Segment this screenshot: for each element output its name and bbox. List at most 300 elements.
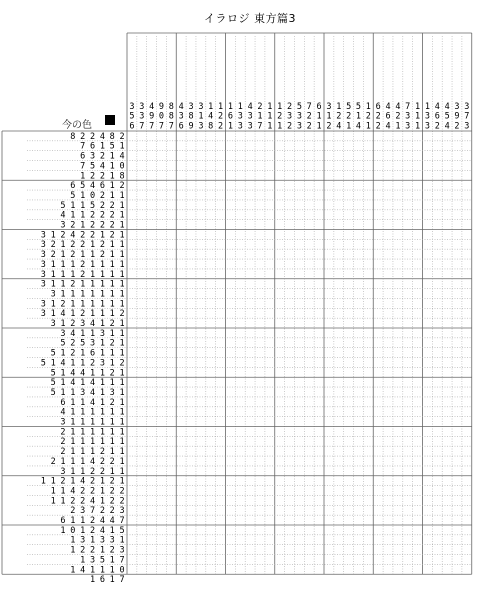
grid-cell[interactable]: [383, 545, 393, 555]
grid-cell[interactable]: [147, 170, 157, 180]
grid-cell[interactable]: [196, 486, 206, 496]
grid-cell[interactable]: [226, 289, 236, 299]
grid-cell[interactable]: [186, 289, 196, 299]
grid-cell[interactable]: [245, 289, 255, 299]
grid-cell[interactable]: [294, 407, 304, 417]
grid-cell[interactable]: [216, 338, 226, 348]
grid-cell[interactable]: [383, 446, 393, 456]
grid-cell[interactable]: [216, 525, 226, 535]
grid-cell[interactable]: [137, 564, 147, 574]
grid-cell[interactable]: [255, 269, 265, 279]
grid-cell[interactable]: [265, 535, 275, 545]
grid-cell[interactable]: [265, 446, 275, 456]
grid-cell[interactable]: [176, 535, 186, 545]
grid-cell[interactable]: [462, 407, 472, 417]
grid-cell[interactable]: [423, 564, 433, 574]
grid-cell[interactable]: [403, 407, 413, 417]
grid-cell[interactable]: [186, 210, 196, 220]
grid-cell[interactable]: [413, 545, 423, 555]
grid-cell[interactable]: [206, 151, 216, 161]
grid-cell[interactable]: [137, 180, 147, 190]
grid-cell[interactable]: [452, 210, 462, 220]
grid-cell[interactable]: [206, 417, 216, 427]
grid-cell[interactable]: [354, 358, 364, 368]
grid-cell[interactable]: [275, 348, 285, 358]
grid-cell[interactable]: [186, 318, 196, 328]
grid-cell[interactable]: [432, 436, 442, 446]
grid-cell[interactable]: [206, 555, 216, 565]
grid-cell[interactable]: [393, 495, 403, 505]
grid-cell[interactable]: [452, 446, 462, 456]
grid-cell[interactable]: [304, 367, 314, 377]
grid-cell[interactable]: [245, 397, 255, 407]
grid-cell[interactable]: [294, 515, 304, 525]
grid-cell[interactable]: [245, 328, 255, 338]
grid-cell[interactable]: [383, 131, 393, 141]
grid-cell[interactable]: [226, 249, 236, 259]
grid-cell[interactable]: [235, 525, 245, 535]
grid-cell[interactable]: [432, 170, 442, 180]
grid-cell[interactable]: [127, 358, 137, 368]
grid-cell[interactable]: [383, 476, 393, 486]
grid-cell[interactable]: [383, 328, 393, 338]
grid-cell[interactable]: [334, 308, 344, 318]
grid-cell[interactable]: [216, 289, 226, 299]
grid-cell[interactable]: [166, 535, 176, 545]
grid-cell[interactable]: [245, 367, 255, 377]
grid-cell[interactable]: [166, 249, 176, 259]
grid-cell[interactable]: [354, 239, 364, 249]
grid-cell[interactable]: [186, 259, 196, 269]
grid-cell[interactable]: [206, 318, 216, 328]
grid-cell[interactable]: [137, 515, 147, 525]
grid-cell[interactable]: [147, 348, 157, 358]
grid-cell[interactable]: [235, 358, 245, 368]
grid-cell[interactable]: [324, 269, 334, 279]
grid-cell[interactable]: [226, 417, 236, 427]
grid-cell[interactable]: [206, 486, 216, 496]
grid-cell[interactable]: [157, 486, 167, 496]
grid-cell[interactable]: [344, 535, 354, 545]
grid-cell[interactable]: [137, 476, 147, 486]
grid-cell[interactable]: [354, 407, 364, 417]
grid-cell[interactable]: [137, 535, 147, 545]
grid-cell[interactable]: [363, 358, 373, 368]
grid-cell[interactable]: [157, 495, 167, 505]
grid-cell[interactable]: [265, 348, 275, 358]
grid-cell[interactable]: [176, 259, 186, 269]
grid-cell[interactable]: [373, 318, 383, 328]
grid-cell[interactable]: [304, 545, 314, 555]
grid-cell[interactable]: [462, 141, 472, 151]
grid-cell[interactable]: [324, 377, 334, 387]
grid-cell[interactable]: [324, 170, 334, 180]
grid-cell[interactable]: [393, 338, 403, 348]
grid-cell[interactable]: [216, 230, 226, 240]
grid-cell[interactable]: [334, 259, 344, 269]
grid-cell[interactable]: [176, 397, 186, 407]
grid-cell[interactable]: [245, 170, 255, 180]
grid-cell[interactable]: [157, 151, 167, 161]
grid-cell[interactable]: [383, 377, 393, 387]
grid-cell[interactable]: [423, 466, 433, 476]
grid-cell[interactable]: [413, 348, 423, 358]
grid-cell[interactable]: [393, 279, 403, 289]
grid-cell[interactable]: [275, 259, 285, 269]
grid-cell[interactable]: [423, 515, 433, 525]
grid-cell[interactable]: [432, 279, 442, 289]
grid-cell[interactable]: [265, 210, 275, 220]
grid-cell[interactable]: [216, 200, 226, 210]
grid-cell[interactable]: [196, 210, 206, 220]
grid-cell[interactable]: [166, 515, 176, 525]
grid-cell[interactable]: [462, 249, 472, 259]
grid-cell[interactable]: [245, 210, 255, 220]
cell-grid[interactable]: [127, 131, 472, 574]
grid-cell[interactable]: [196, 338, 206, 348]
grid-cell[interactable]: [235, 367, 245, 377]
grid-cell[interactable]: [265, 141, 275, 151]
grid-cell[interactable]: [186, 348, 196, 358]
grid-cell[interactable]: [245, 220, 255, 230]
grid-cell[interactable]: [137, 397, 147, 407]
grid-cell[interactable]: [206, 377, 216, 387]
grid-cell[interactable]: [166, 151, 176, 161]
grid-cell[interactable]: [413, 230, 423, 240]
grid-cell[interactable]: [127, 180, 137, 190]
grid-cell[interactable]: [462, 358, 472, 368]
grid-cell[interactable]: [294, 131, 304, 141]
grid-cell[interactable]: [442, 338, 452, 348]
grid-cell[interactable]: [294, 289, 304, 299]
grid-cell[interactable]: [344, 387, 354, 397]
grid-cell[interactable]: [314, 131, 324, 141]
grid-cell[interactable]: [196, 417, 206, 427]
grid-cell[interactable]: [235, 486, 245, 496]
grid-cell[interactable]: [314, 515, 324, 525]
grid-cell[interactable]: [344, 476, 354, 486]
grid-cell[interactable]: [304, 210, 314, 220]
grid-cell[interactable]: [373, 427, 383, 437]
grid-cell[interactable]: [304, 358, 314, 368]
grid-cell[interactable]: [265, 318, 275, 328]
grid-cell[interactable]: [285, 436, 295, 446]
grid-cell[interactable]: [304, 466, 314, 476]
grid-cell[interactable]: [127, 515, 137, 525]
grid-cell[interactable]: [403, 170, 413, 180]
grid-cell[interactable]: [363, 387, 373, 397]
grid-cell[interactable]: [235, 417, 245, 427]
grid-cell[interactable]: [452, 151, 462, 161]
grid-cell[interactable]: [235, 220, 245, 230]
grid-cell[interactable]: [157, 555, 167, 565]
grid-cell[interactable]: [363, 427, 373, 437]
grid-cell[interactable]: [452, 249, 462, 259]
grid-cell[interactable]: [452, 131, 462, 141]
grid-cell[interactable]: [235, 180, 245, 190]
grid-cell[interactable]: [206, 348, 216, 358]
grid-cell[interactable]: [462, 564, 472, 574]
grid-cell[interactable]: [285, 289, 295, 299]
grid-cell[interactable]: [245, 200, 255, 210]
grid-cell[interactable]: [354, 318, 364, 328]
grid-cell[interactable]: [285, 348, 295, 358]
grid-cell[interactable]: [137, 210, 147, 220]
grid-cell[interactable]: [354, 170, 364, 180]
grid-cell[interactable]: [432, 230, 442, 240]
grid-cell[interactable]: [127, 131, 137, 141]
grid-cell[interactable]: [334, 170, 344, 180]
grid-cell[interactable]: [275, 505, 285, 515]
grid-cell[interactable]: [354, 535, 364, 545]
grid-cell[interactable]: [285, 564, 295, 574]
grid-cell[interactable]: [245, 535, 255, 545]
grid-cell[interactable]: [442, 151, 452, 161]
grid-cell[interactable]: [373, 436, 383, 446]
grid-cell[interactable]: [442, 298, 452, 308]
grid-cell[interactable]: [216, 269, 226, 279]
grid-cell[interactable]: [363, 180, 373, 190]
grid-cell[interactable]: [216, 436, 226, 446]
grid-cell[interactable]: [344, 348, 354, 358]
grid-cell[interactable]: [186, 161, 196, 171]
grid-cell[interactable]: [226, 170, 236, 180]
grid-cell[interactable]: [294, 367, 304, 377]
grid-cell[interactable]: [186, 417, 196, 427]
grid-cell[interactable]: [157, 505, 167, 515]
grid-cell[interactable]: [462, 525, 472, 535]
grid-cell[interactable]: [294, 348, 304, 358]
grid-cell[interactable]: [265, 564, 275, 574]
grid-cell[interactable]: [452, 170, 462, 180]
grid-cell[interactable]: [216, 397, 226, 407]
grid-cell[interactable]: [344, 279, 354, 289]
grid-cell[interactable]: [255, 200, 265, 210]
grid-cell[interactable]: [344, 239, 354, 249]
grid-cell[interactable]: [344, 328, 354, 338]
grid-cell[interactable]: [235, 545, 245, 555]
grid-cell[interactable]: [196, 555, 206, 565]
grid-cell[interactable]: [294, 200, 304, 210]
grid-cell[interactable]: [166, 338, 176, 348]
grid-cell[interactable]: [147, 466, 157, 476]
grid-cell[interactable]: [206, 387, 216, 397]
grid-cell[interactable]: [334, 220, 344, 230]
grid-cell[interactable]: [373, 239, 383, 249]
grid-cell[interactable]: [354, 397, 364, 407]
grid-cell[interactable]: [373, 525, 383, 535]
grid-cell[interactable]: [275, 495, 285, 505]
grid-cell[interactable]: [354, 377, 364, 387]
grid-cell[interactable]: [324, 367, 334, 377]
grid-cell[interactable]: [294, 555, 304, 565]
grid-cell[interactable]: [216, 239, 226, 249]
grid-cell[interactable]: [255, 476, 265, 486]
grid-cell[interactable]: [383, 427, 393, 437]
grid-cell[interactable]: [186, 476, 196, 486]
grid-cell[interactable]: [137, 190, 147, 200]
grid-cell[interactable]: [462, 446, 472, 456]
grid-cell[interactable]: [452, 180, 462, 190]
grid-cell[interactable]: [216, 141, 226, 151]
grid-cell[interactable]: [344, 407, 354, 417]
grid-cell[interactable]: [176, 367, 186, 377]
grid-cell[interactable]: [294, 525, 304, 535]
grid-cell[interactable]: [324, 407, 334, 417]
grid-cell[interactable]: [334, 318, 344, 328]
grid-cell[interactable]: [334, 200, 344, 210]
grid-cell[interactable]: [324, 230, 334, 240]
grid-cell[interactable]: [206, 446, 216, 456]
grid-cell[interactable]: [403, 564, 413, 574]
grid-cell[interactable]: [186, 446, 196, 456]
grid-cell[interactable]: [275, 456, 285, 466]
grid-cell[interactable]: [265, 338, 275, 348]
grid-cell[interactable]: [157, 407, 167, 417]
grid-cell[interactable]: [265, 269, 275, 279]
grid-cell[interactable]: [285, 417, 295, 427]
grid-cell[interactable]: [127, 367, 137, 377]
grid-cell[interactable]: [344, 230, 354, 240]
grid-cell[interactable]: [442, 279, 452, 289]
grid-cell[interactable]: [147, 377, 157, 387]
grid-cell[interactable]: [294, 436, 304, 446]
grid-cell[interactable]: [196, 505, 206, 515]
grid-cell[interactable]: [304, 239, 314, 249]
grid-cell[interactable]: [452, 387, 462, 397]
grid-cell[interactable]: [304, 141, 314, 151]
grid-cell[interactable]: [442, 476, 452, 486]
grid-cell[interactable]: [373, 269, 383, 279]
grid-cell[interactable]: [147, 486, 157, 496]
grid-cell[interactable]: [294, 495, 304, 505]
grid-cell[interactable]: [442, 377, 452, 387]
grid-cell[interactable]: [127, 170, 137, 180]
grid-cell[interactable]: [393, 525, 403, 535]
grid-cell[interactable]: [442, 289, 452, 299]
grid-cell[interactable]: [373, 259, 383, 269]
grid-cell[interactable]: [452, 397, 462, 407]
grid-cell[interactable]: [432, 476, 442, 486]
grid-cell[interactable]: [432, 535, 442, 545]
grid-cell[interactable]: [206, 131, 216, 141]
grid-cell[interactable]: [275, 328, 285, 338]
grid-cell[interactable]: [344, 190, 354, 200]
grid-cell[interactable]: [363, 131, 373, 141]
grid-cell[interactable]: [442, 367, 452, 377]
grid-cell[interactable]: [393, 387, 403, 397]
grid-cell[interactable]: [275, 200, 285, 210]
grid-cell[interactable]: [304, 298, 314, 308]
grid-cell[interactable]: [255, 210, 265, 220]
grid-cell[interactable]: [265, 407, 275, 417]
grid-cell[interactable]: [334, 230, 344, 240]
grid-cell[interactable]: [344, 318, 354, 328]
grid-cell[interactable]: [147, 495, 157, 505]
grid-cell[interactable]: [196, 190, 206, 200]
grid-cell[interactable]: [334, 358, 344, 368]
grid-cell[interactable]: [314, 417, 324, 427]
grid-cell[interactable]: [235, 535, 245, 545]
grid-cell[interactable]: [285, 387, 295, 397]
grid-cell[interactable]: [442, 555, 452, 565]
grid-cell[interactable]: [393, 289, 403, 299]
grid-cell[interactable]: [314, 269, 324, 279]
grid-cell[interactable]: [423, 170, 433, 180]
grid-cell[interactable]: [147, 220, 157, 230]
grid-cell[interactable]: [304, 190, 314, 200]
grid-cell[interactable]: [413, 397, 423, 407]
grid-cell[interactable]: [324, 249, 334, 259]
grid-cell[interactable]: [235, 170, 245, 180]
grid-cell[interactable]: [383, 180, 393, 190]
grid-cell[interactable]: [462, 318, 472, 328]
grid-cell[interactable]: [176, 446, 186, 456]
grid-cell[interactable]: [354, 230, 364, 240]
grid-cell[interactable]: [137, 377, 147, 387]
grid-cell[interactable]: [275, 141, 285, 151]
grid-cell[interactable]: [255, 495, 265, 505]
grid-cell[interactable]: [294, 545, 304, 555]
grid-cell[interactable]: [137, 456, 147, 466]
grid-cell[interactable]: [166, 269, 176, 279]
grid-cell[interactable]: [423, 289, 433, 299]
grid-cell[interactable]: [324, 436, 334, 446]
grid-cell[interactable]: [393, 367, 403, 377]
grid-cell[interactable]: [403, 161, 413, 171]
grid-cell[interactable]: [383, 239, 393, 249]
grid-cell[interactable]: [393, 427, 403, 437]
grid-cell[interactable]: [127, 427, 137, 437]
grid-cell[interactable]: [304, 348, 314, 358]
grid-cell[interactable]: [157, 249, 167, 259]
grid-cell[interactable]: [216, 476, 226, 486]
grid-cell[interactable]: [324, 387, 334, 397]
grid-cell[interactable]: [344, 515, 354, 525]
grid-cell[interactable]: [383, 170, 393, 180]
grid-cell[interactable]: [354, 486, 364, 496]
grid-cell[interactable]: [245, 387, 255, 397]
grid-cell[interactable]: [196, 170, 206, 180]
grid-cell[interactable]: [245, 446, 255, 456]
grid-cell[interactable]: [166, 367, 176, 377]
grid-cell[interactable]: [403, 318, 413, 328]
grid-cell[interactable]: [186, 170, 196, 180]
grid-cell[interactable]: [285, 230, 295, 240]
grid-cell[interactable]: [137, 466, 147, 476]
grid-cell[interactable]: [413, 466, 423, 476]
grid-cell[interactable]: [314, 397, 324, 407]
grid-cell[interactable]: [226, 387, 236, 397]
grid-cell[interactable]: [373, 377, 383, 387]
grid-cell[interactable]: [275, 525, 285, 535]
grid-cell[interactable]: [403, 505, 413, 515]
grid-cell[interactable]: [186, 151, 196, 161]
grid-cell[interactable]: [324, 318, 334, 328]
grid-cell[interactable]: [157, 318, 167, 328]
grid-cell[interactable]: [147, 436, 157, 446]
grid-cell[interactable]: [354, 200, 364, 210]
grid-cell[interactable]: [285, 456, 295, 466]
grid-cell[interactable]: [432, 269, 442, 279]
grid-cell[interactable]: [383, 555, 393, 565]
grid-cell[interactable]: [275, 249, 285, 259]
grid-cell[interactable]: [373, 180, 383, 190]
grid-cell[interactable]: [403, 220, 413, 230]
grid-cell[interactable]: [147, 367, 157, 377]
grid-cell[interactable]: [147, 456, 157, 466]
grid-cell[interactable]: [157, 348, 167, 358]
